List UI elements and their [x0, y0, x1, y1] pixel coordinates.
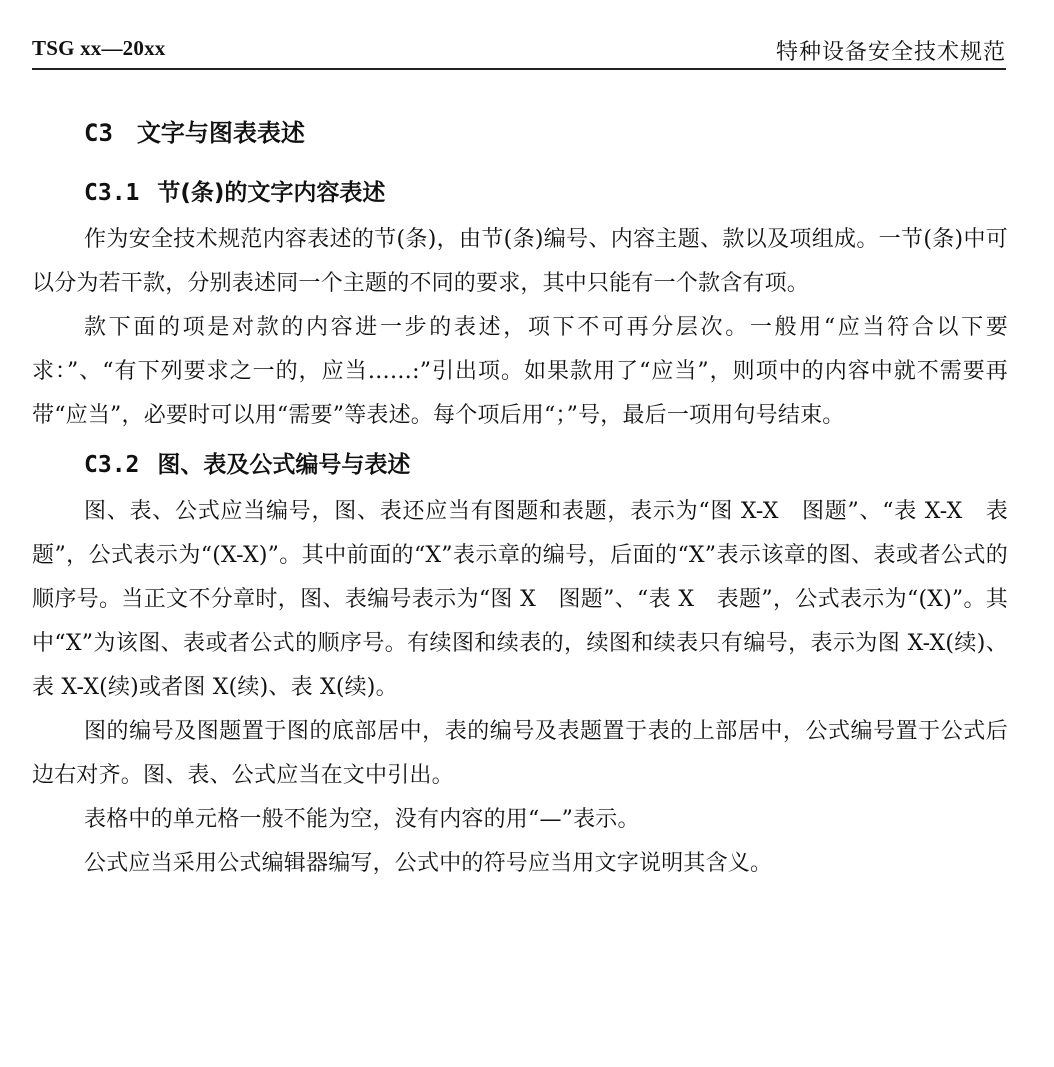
body-paragraph: 作为安全技术规范内容表述的节(条)，由节(条)编号、内容主题、款以及项组成。一节(条)中可以分为若干款，分别表述同一个主题的不同的要求，其中只能有一个款含有项。: [32, 227, 1008, 296]
subsection-heading-c3-2: [84, 446, 1008, 484]
section-heading-c3: [84, 114, 1008, 152]
section-number: C3: [84, 119, 113, 147]
body-paragraph: 款下面的项是对款的内容进一步的表述，项下不可再分层次。一般用“应当符合以下要求：”、“有下列要求之一的，应当……:”引出项。如果款用了“应当”，则项中的内容中就不需要再带“应当”，必要时可以用“需要”等表述。每个项后用“；”号，最后一项用句号结束。: [32, 315, 1008, 428]
subsection-title: 图、表及公式编号与表述: [157, 452, 411, 478]
subsection-title: 节(条)的文字内容表述: [157, 180, 386, 206]
standard-code: TSG xx—20xx: [32, 36, 166, 60]
body-paragraph: 表格中的单元格一般不能为空，没有内容的用“—”表示。: [84, 807, 640, 832]
document-series-title: 特种设备安全技术规范: [775, 40, 1006, 65]
subsection-heading-c3-1: [84, 174, 1008, 212]
page-header: [32, 32, 1006, 70]
body-paragraph: 公式应当采用公式编辑器编写，公式中的符号应当用文字说明其含义。: [84, 851, 773, 876]
body-paragraph: 图、表、公式应当编号，图、表还应当有图题和表题，表示为“图 X-X 图题”、“表 X-X 表题”，公式表示为“(X-X)”。其中前面的“X”表示章的编号，后面的“X”表示该章的图、表或者公式的顺序号。当正文不分章时，图、表编号表示为“图 X 图题”、“表 X 表题”，公式表示为“(X)”。其中“X”为该图、表或者公式的顺序号。有续图和续表的，续图和续表只有编号，表示为图 X-X(续)、表 X-X(续)或者图 X(续)、表 X(续)。: [32, 499, 1008, 700]
subsection-number: C3.1: [84, 180, 140, 206]
document-content: [32, 114, 1008, 886]
section-title: 文字与图表表述: [136, 119, 305, 147]
body-paragraph: 图的编号及图题置于图的底部居中，表的编号及表题置于表的上部居中，公式编号置于公式后边右对齐。图、表、公式应当在文中引出。: [32, 719, 1008, 788]
subsection-number: C3.2: [84, 452, 140, 478]
